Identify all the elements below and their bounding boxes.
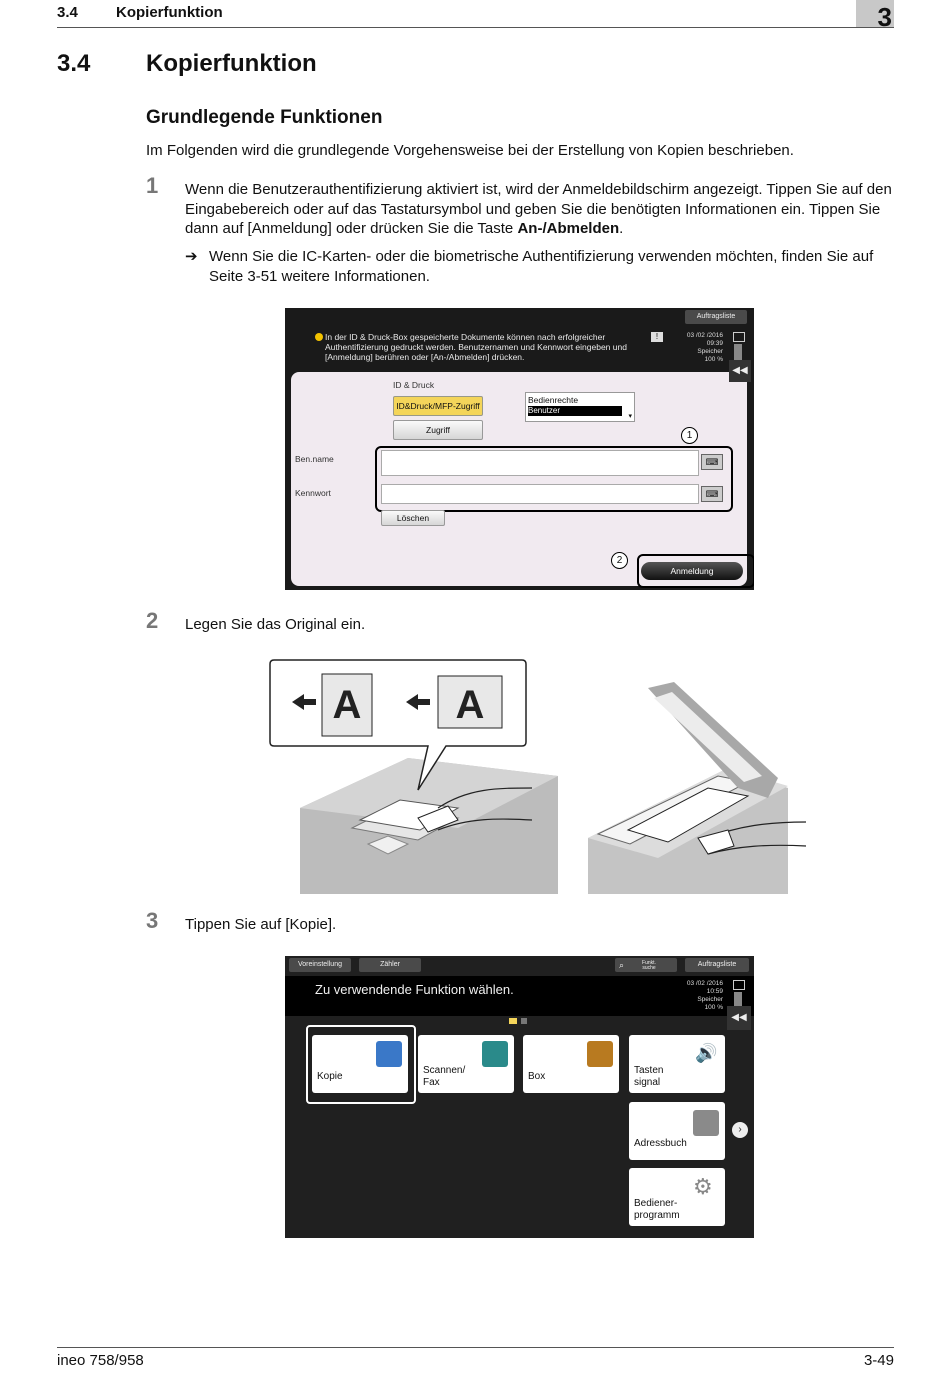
intro-paragraph: Im Folgenden wird die grundlegende Vorgehensweise bei der Erstellung von Kopien beschrieben.: [146, 142, 794, 159]
status-time: 09:39: [706, 340, 723, 347]
original-placement-illustration: [268, 658, 812, 894]
section-title: Kopierfunktion: [146, 50, 317, 77]
step-text-2: Legen Sie das Original ein.: [185, 616, 366, 633]
speaker-icon: 🔊: [695, 1043, 718, 1063]
memory-label: Speicher: [697, 348, 723, 355]
key-sound-label-line1: Tasten: [634, 1065, 664, 1076]
id-print-mfp-button[interactable]: ID&Druck/MFP-Zugriff: [393, 396, 483, 416]
home-screen-title: Zu verwendende Funktion wählen.: [315, 982, 514, 997]
clear-button[interactable]: Löschen: [381, 510, 445, 526]
status-time: 10:59: [706, 988, 723, 995]
footer-model: ineo 758/958: [57, 1352, 144, 1369]
tab-counter[interactable]: Zähler: [359, 958, 421, 972]
memory-value: 100 %: [704, 356, 723, 363]
address-book-icon: [693, 1110, 719, 1136]
utility-label-line1: Bediener-: [634, 1198, 678, 1209]
copy-icon: [376, 1041, 402, 1067]
step-text-3: Tippen Sie auf [Kopie].: [185, 916, 337, 933]
running-header-section-title: Kopierfunktion: [116, 4, 223, 21]
scan-fax-label-line1: Scannen/: [423, 1065, 466, 1076]
step-1-note: Wenn Sie die IC-Karten- oder die biometrische Authentifizierung verwenden möchten, finden Sie auf Seite 3-51 weitere Informationen.: [209, 248, 874, 285]
utility-tile[interactable]: [629, 1168, 725, 1226]
platen-glass-illustration: [588, 682, 806, 894]
scan-fax-tile[interactable]: [418, 1035, 514, 1093]
step-number-2: 2: [146, 608, 159, 633]
login-button[interactable]: Anmeldung: [641, 562, 743, 580]
key-sound-label-line2: signal: [634, 1077, 661, 1088]
password-input[interactable]: [381, 484, 699, 504]
scan-fax-icon: [482, 1041, 508, 1067]
key-sound-tile[interactable]: [629, 1035, 725, 1093]
step-1-text: Wenn die Benutzerauthentifizierung aktiviert ist, wird der Anmeldebildschirm angezeigt. Tippen Sie auf den Eingabebereich oder auf das Tastatursymbol und geben Sie die benötigten Informationen ein. Tippen Sie dann auf [Anmeldung] oder drücken Sie die Taste: [185, 181, 892, 237]
jobs-button[interactable]: Auftragsliste: [685, 958, 749, 972]
box-label: Box: [528, 1071, 546, 1082]
footer-rule: [57, 1347, 894, 1348]
header-rule: [57, 27, 894, 28]
keyboard-icon[interactable]: ⌨: [701, 454, 723, 470]
scan-fax-label-line2: Fax: [423, 1077, 440, 1088]
address-book-label: Adressbuch: [634, 1138, 687, 1149]
login-panel: [291, 372, 747, 586]
function-search-label: Funkt. suche: [642, 960, 656, 971]
jobs-button[interactable]: Auftragsliste: [685, 310, 747, 324]
utility-label: [634, 1198, 680, 1222]
chevron-right-icon[interactable]: ›: [732, 1122, 748, 1138]
callout-1: 1: [681, 427, 698, 444]
status-date: 03 /02 /2016: [686, 332, 723, 339]
lightbulb-icon: [315, 333, 323, 341]
running-header-section-number: 3.4: [57, 4, 78, 21]
letter-a-landscape: A: [455, 683, 485, 727]
mail-icon: [733, 980, 745, 990]
function-search-button[interactable]: [615, 958, 677, 972]
rewind-icon[interactable]: ◀◀: [727, 1006, 751, 1030]
rewind-icon[interactable]: ◀◀: [729, 360, 751, 382]
chevron-down-icon: ▾: [628, 413, 632, 420]
access-button[interactable]: Zugriff: [393, 420, 483, 440]
box-tile[interactable]: [523, 1035, 619, 1093]
page-indicator-active: [509, 1018, 517, 1024]
keyboard-icon[interactable]: ⌨: [701, 486, 723, 502]
chapter-number: 3: [877, 2, 892, 32]
status-date: 03 /02 /2016: [686, 980, 723, 987]
username-label: Ben.name: [295, 454, 334, 464]
utility-label-line2: programm: [634, 1210, 680, 1221]
callout-2: 2: [611, 552, 628, 569]
address-book-tile[interactable]: [629, 1102, 725, 1160]
step-1-period: .: [619, 220, 624, 237]
gear-icon: ⚙: [693, 1174, 713, 1199]
status-datetime: [681, 980, 723, 1012]
key-sound-label: [634, 1065, 663, 1089]
username-input[interactable]: [381, 450, 699, 476]
home-screen-screenshot: [285, 956, 754, 1238]
step-number-3: 3: [146, 908, 159, 933]
user-rights-label: Bedienrechte: [528, 395, 579, 405]
copy-label: Kopie: [317, 1071, 343, 1082]
alert-icon: !: [651, 332, 663, 342]
user-rights-select[interactable]: [525, 392, 635, 422]
document-feeder-illustration: [300, 758, 558, 894]
chapter-tab: [856, 0, 894, 32]
step-number-1: 1: [146, 173, 159, 198]
mail-icon: [733, 332, 745, 342]
scan-fax-label: [423, 1065, 465, 1089]
password-label: Kennwort: [295, 488, 331, 498]
tab-preset[interactable]: Voreinstellung: [289, 958, 351, 972]
key-name: An-/Abmelden: [517, 220, 620, 237]
section-number: 3.4: [57, 50, 91, 77]
memory-value: 100 %: [704, 1004, 723, 1011]
letter-a-portrait: A: [332, 683, 362, 727]
status-datetime: [681, 332, 723, 364]
page-number: 3-49: [863, 1352, 894, 1369]
search-icon: ⌕: [619, 960, 625, 970]
id-print-label: ID & Druck: [393, 380, 435, 390]
note-arrow-icon: ➔: [185, 248, 198, 265]
step-text-1: [185, 180, 900, 239]
user-rights-value: Benutzer: [528, 406, 622, 416]
page-indicator: [521, 1018, 527, 1024]
subsection-title: Grundlegende Funktionen: [146, 107, 383, 128]
copy-tile[interactable]: [312, 1035, 408, 1093]
memory-label: Speicher: [697, 996, 723, 1003]
box-icon: [587, 1041, 613, 1067]
login-screen-screenshot: [285, 308, 754, 590]
login-message: In der ID & Druck-Box gespeicherte Dokumente können nach erfolgreicher Authentifizierung gedruckt werden. Benutzernamen und Kennwort eingeben und [Anmeldung] berühren oder [An-/Abmelden] drücken.: [325, 332, 627, 362]
